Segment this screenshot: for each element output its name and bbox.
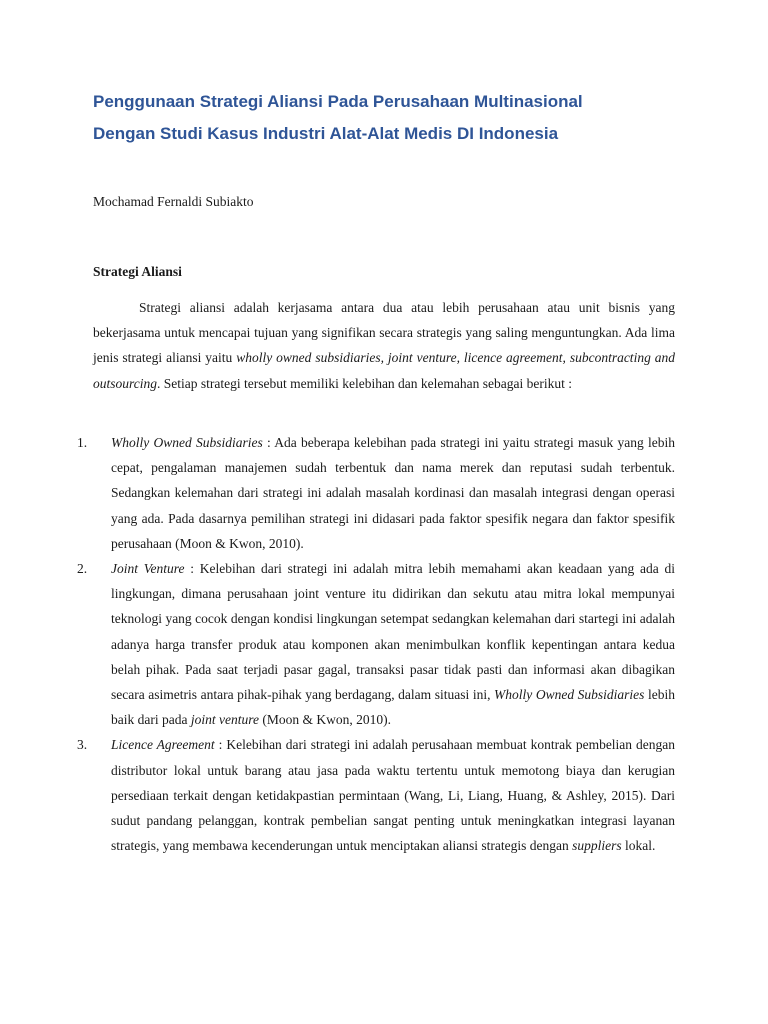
list-text-2: lebih baik dari pada	[111, 687, 675, 728]
list-item	[77, 556, 675, 732]
list-term: Licence Agreement	[111, 737, 215, 753]
title-line-1: Penggunaan Strategi Aliansi Pada Perusahaan Multinasional	[93, 92, 583, 111]
strategy-list	[77, 430, 675, 858]
list-term-3: joint venture	[190, 712, 259, 728]
intro-italic: wholly owned subsidiaries, joint venture, licence agreement, subcontracting and outsourcing	[93, 350, 675, 391]
list-item	[77, 430, 675, 556]
list-term-2: Wholly Owned Subsidiaries	[494, 687, 645, 703]
list-item	[77, 732, 675, 858]
section-heading: Strategi Aliansi	[93, 264, 182, 279]
list-text-2: lokal.	[621, 838, 656, 854]
page-title	[93, 86, 693, 150]
list-term: Wholly Owned Subsidiaries	[111, 435, 263, 450]
list-text: : Kelebihan dari strategi ini adalah perusahaan membuat kontrak pembelian dengan distributor lokal untuk barang atau jasa pada waktu tertentu untuk memotong biaya dan kerugian persediaan terkait dengan ketidakpastian permintaan (Wang, Li, Liang, Huang, & Ashley, 2015). Dari sudut pandang pelanggan, kontrak pembelian sangat penting untuk meningkatkan integrasi layanan strategis, yang membawa kecenderungan untuk menciptakan aliansi strategis dengan	[111, 737, 675, 854]
intro-paragraph	[93, 295, 675, 396]
list-number: 3.	[77, 737, 88, 753]
list-number: 1.	[77, 435, 88, 450]
list-number: 2.	[77, 561, 88, 577]
author-name: Mochamad Fernaldi Subiakto	[93, 194, 254, 209]
list-text: : Kelebihan dari strategi ini adalah mitra lebih memahami akan keadaan yang ada di lingkungan, dimana perusahaan joint venture itu didirikan dan sekutu atau mitra lokal mempunyai teknologi yang cocok dengan kondisi lingkungan setempat sedangkan kelemahan dari startegi ini adalah adanya harga transfer produk atau komponen akan menimbulkan konflik kepentingan antara kedua belah pihak. Pada saat terjadi pasar gagal, transaksi pasar tidak pasti dan informasi akan dibagikan secara asimetris antara pihak-pihak yang berdagang, dalam situasi ini,	[111, 561, 675, 703]
title-line-2: Dengan Studi Kasus Industri Alat-Alat Medis DI Indonesia	[93, 124, 559, 143]
intro-text-1: Strategi aliansi adalah kerjasama antara dua atau lebih perusahaan atau unit bisnis yang bekerjasama untuk mencapai tujuan yang signifikan secara strategis yang saling menguntungkan. Ada lima jenis strategi aliansi yaitu	[93, 300, 675, 366]
intro-text-2: . Setiap strategi tersebut memiliki kelebihan dan kelemahan sebagai berikut :	[157, 375, 572, 391]
list-text-3: (Moon & Kwon, 2010).	[258, 712, 391, 728]
list-text: : Ada beberapa kelebihan pada strategi ini yaitu strategi masuk yang lebih cepat, pengalaman manajemen sudah terbentuk dan nama merek dan reputasi sudah terbentuk. Sedangkan kelemahan dari strategi ini adalah masalah kordinasi dan masalah integrasi dengan operasi yang ada. Pada dasarnya pemilihan strategi ini didasari pada faktor spesifik negara dan faktor spesifik perusahaan (Moon & Kwon, 2010).	[111, 435, 675, 551]
list-term-2: suppliers	[572, 838, 622, 854]
list-term: Joint Venture	[111, 561, 185, 577]
